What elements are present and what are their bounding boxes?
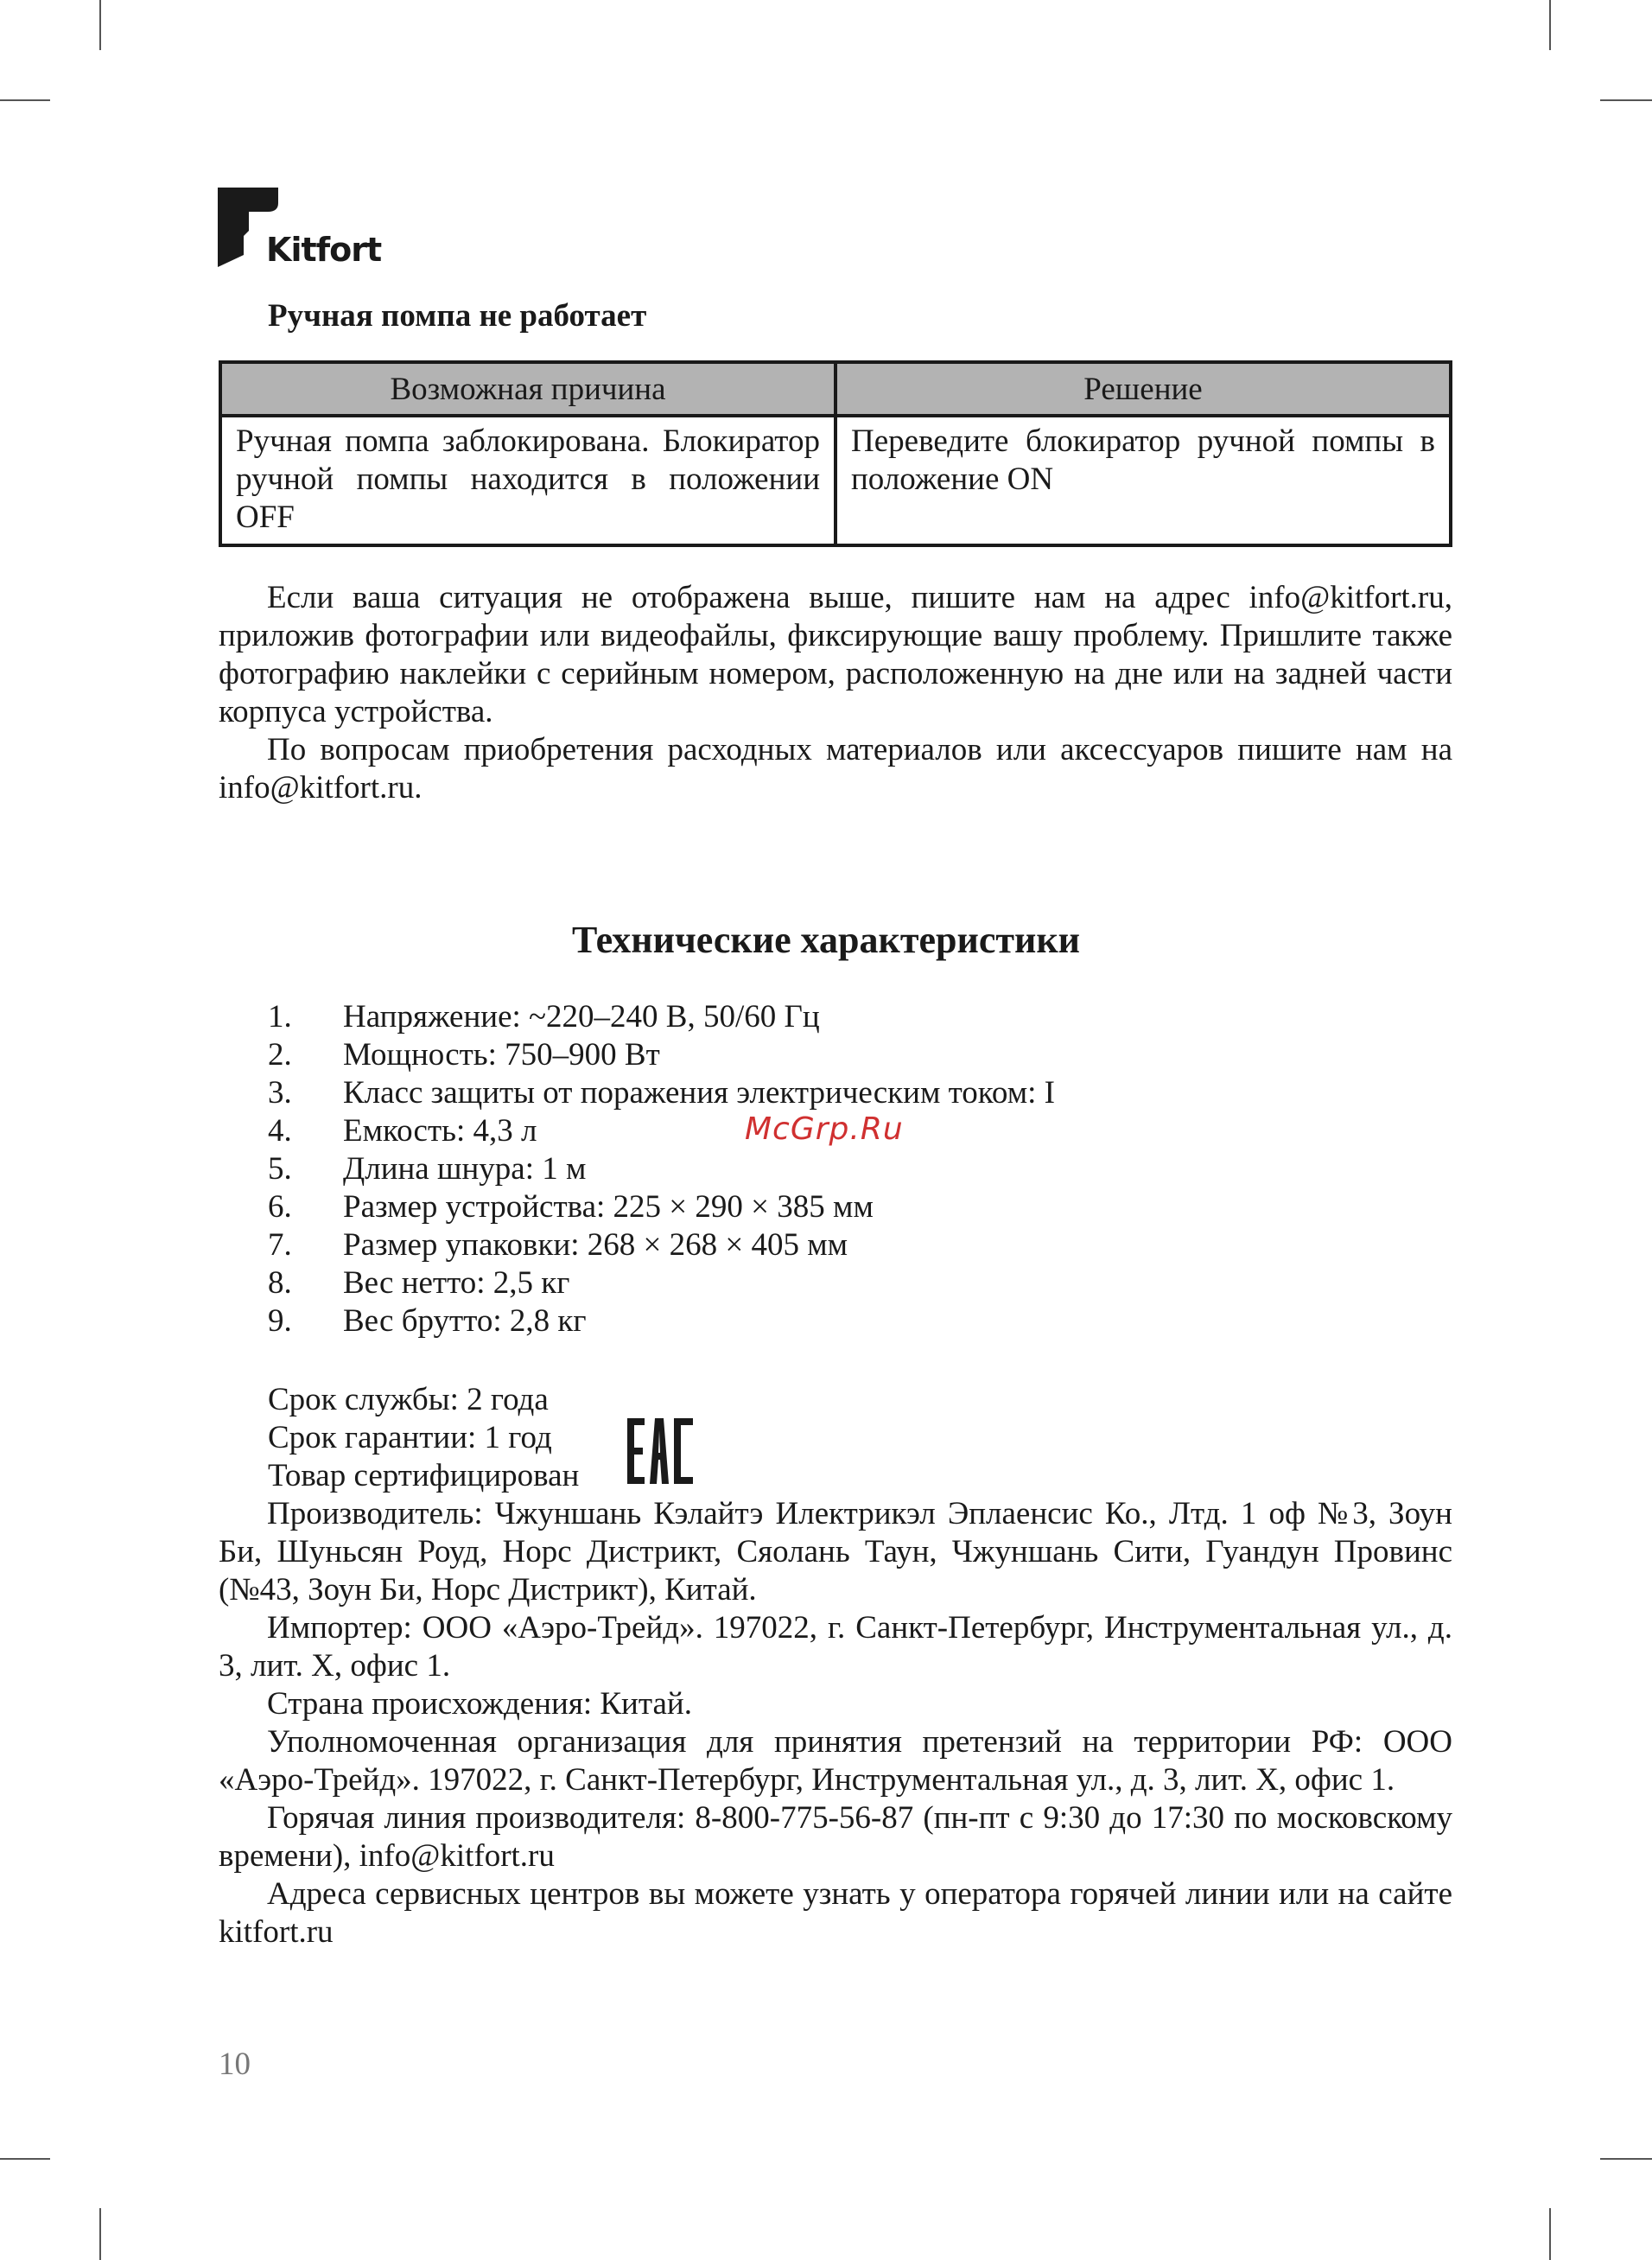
item-text: Мощность: 750–900 Вт (343, 1037, 660, 1073)
list-item (219, 1036, 1055, 1074)
warranty-period: Срок гарантии: 1 год (268, 1420, 552, 1455)
crop-mark (0, 2158, 50, 2160)
item-number: 3. (268, 1075, 292, 1111)
crop-mark (1600, 2158, 1652, 2160)
authorized-org-paragraph: Уполномоченная организация для принятия претензий на территории РФ: ООО «Аэро-Трейд». 197022, г. Санкт-Петербург, Инструментальная ул., д. 3, лит. Х, офис 1. (219, 1724, 1452, 1798)
list-item (219, 1112, 1055, 1150)
item-number: 8. (268, 1265, 292, 1301)
crop-mark (99, 2208, 101, 2260)
item-text: Размер устройства: 225 × 290 × 385 мм (343, 1189, 874, 1225)
item-number: 7. (268, 1227, 292, 1263)
item-text: Емкость: 4,3 л (343, 1113, 537, 1149)
eac-mark-icon (624, 1416, 696, 1486)
item-number: 2. (268, 1037, 292, 1073)
item-text: Размер упаковки: 268 × 268 × 405 мм (343, 1227, 848, 1263)
crop-mark (99, 0, 101, 50)
table-row (220, 416, 1451, 545)
item-number: 6. (268, 1189, 292, 1225)
list-item (219, 1188, 1055, 1226)
list-item (219, 998, 1055, 1036)
list-item (219, 1264, 1055, 1302)
item-text: Напряжение: ~220–240 В, 50/60 Гц (343, 999, 820, 1035)
list-item (219, 1226, 1055, 1264)
item-text: Длина шнура: 1 м (343, 1151, 587, 1187)
certification-note: Товар сертифицирован (268, 1458, 580, 1493)
service-centers-paragraph: Адреса сервисных центров вы можете узнать у оператора горячей линии или на сайте kitfort.ru (219, 1876, 1452, 1950)
list-item (219, 1074, 1055, 1112)
hotline-paragraph: Горячая линия производителя: 8-800-775-56-87 (пн-пт с 9:30 до 17:30 по московскому времени), info@kitfort.ru (219, 1800, 1452, 1874)
page-number: 10 (219, 2047, 251, 2082)
column-header: Возможная причина (220, 362, 836, 416)
service-life: Срок службы: 2 года (268, 1382, 549, 1417)
table-header-row (220, 362, 1451, 416)
brand-name: Kitfort (266, 231, 382, 269)
trouble-title: Ручная помпа не работает (268, 298, 647, 334)
column-header: Решение (836, 362, 1451, 416)
importer-paragraph: Импортер: ООО «Аэро-Трейд». 197022, г. Санкт-Петербург, Инструментальная ул., д. 3, лит. Х, офис 1. (219, 1610, 1452, 1684)
origin-paragraph: Страна происхождения: Китай. (267, 1686, 692, 1722)
item-number: 1. (268, 999, 292, 1035)
contact-paragraph: Если ваша ситуация не отображена выше, пишите нам на адрес info@kitfort.ru, приложив фотографии или видеофайлы, фиксирующие вашу проблему. Пришлите также фотографию наклейки с серийным номером, расположенную на дне или на задней части корпуса устройства. (219, 580, 1452, 729)
item-number: 4. (268, 1113, 292, 1149)
item-number: 9. (268, 1303, 292, 1339)
item-text: Вес брутто: 2,8 кг (343, 1303, 587, 1339)
crop-mark (0, 99, 50, 101)
list-item (219, 1150, 1055, 1188)
accessories-paragraph: По вопросам приобретения расходных материалов или аксессуаров пишите нам на info@kitfort.ru. (219, 732, 1452, 805)
item-text: Класс защиты от поражения электрическим током: I (343, 1075, 1055, 1111)
watermark: McGrp.Ru (745, 1111, 904, 1147)
manufacturer-paragraph: Производитель: Чжуншань Кэлайтэ Илектрикэл Эплаенсис Ко., Лтд. 1 оф №3, Зоун Би, Шуньсян Роуд, Норс Дистрикт, Сяолань Таун, Чжуншань Сити, Гуандун Провинс (№43, Зоун Би, Норс Дистрикт), Китай. (219, 1496, 1452, 1607)
specs-list (219, 998, 1055, 1340)
item-text: Вес нетто: 2,5 кг (343, 1265, 570, 1301)
solution-cell: Переведите блокиратор ручной помпы в положение ON (836, 416, 1451, 545)
crop-mark (1600, 99, 1652, 101)
cause-cell: Ручная помпа заблокирована. Блокиратор ручной помпы находится в положении OFF (220, 416, 836, 545)
list-item (219, 1302, 1055, 1340)
brand-logo (218, 188, 391, 274)
troubleshooting-table (219, 360, 1452, 547)
crop-mark (1549, 0, 1551, 50)
item-number: 5. (268, 1151, 292, 1187)
specs-heading: Технические характеристики (571, 919, 1081, 961)
crop-mark (1549, 2208, 1551, 2260)
